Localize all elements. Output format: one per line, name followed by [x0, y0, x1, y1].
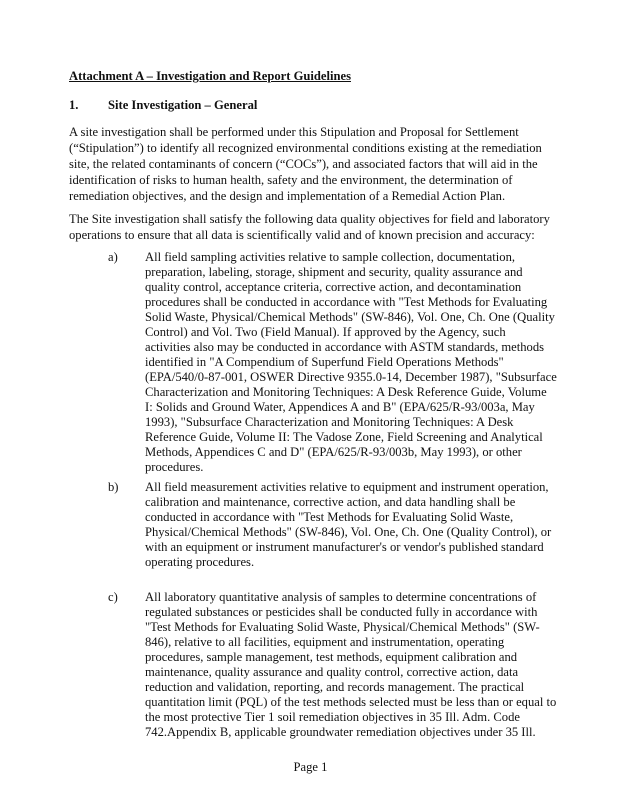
list-item-line: All laboratory quantitative analysis of samples to determine concentrations of	[145, 590, 537, 604]
list-item-line: Methods, Appendices C and D" (EPA/625/R-93/003b, May 1993), or other	[145, 445, 522, 459]
list-item-line: quality control, acceptance criteria, corrective action, and decontamination	[145, 280, 522, 294]
list-item-line: the most protective Tier 1 soil remediation objectives in 35 Ill. Adm. Code	[145, 710, 520, 724]
list-item-line: 846), relative to all facilities, equipment and instrumentation, operating	[145, 635, 505, 649]
paragraph-line: (“Stipulation”) to identify all recognized environmental conditions existing at the remediation	[69, 141, 542, 155]
document-title: Attachment A – Investigation and Report Guidelines	[69, 69, 351, 83]
list-item-line: 1993), "Subsurface Characterization and Monitoring Techniques: A Desk	[145, 415, 514, 429]
list-item-line: Solid Waste, Physical/Chemical Methods" (SW-846), Vol. One, Ch. One (Quality	[145, 310, 555, 324]
list-item-label: b)	[108, 480, 119, 494]
paragraph-line: identification of risks to human health, safety and the environment, the determination of	[69, 173, 513, 187]
list-item-line: identified in "A Compendium of Superfund Field Operations Methods"	[145, 355, 504, 369]
paragraph-line: remediation objectives, and the design and implementation of a Remedial Action Plan.	[69, 189, 506, 203]
list-item-line: Control) and Vol. Two (Field Manual). If approved by the Agency, such	[145, 325, 506, 339]
list-item-line: "Test Methods for Evaluating Solid Waste, Physical/Chemical Methods" (SW-	[145, 620, 540, 634]
list-item-line: procedures shall be conducted in accordance with "Test Methods for Evaluating	[145, 295, 548, 309]
section-heading: Site Investigation – General	[108, 98, 258, 112]
paragraph-line: The Site investigation shall satisfy the following data quality objectives for field and laboratory	[69, 212, 550, 226]
list-item-line: reduction and validation, reporting, and records management. The practical	[145, 680, 525, 694]
list-item-line: Physical/Chemical Methods" (SW-846), Vol. One, Ch. One (Quality Control), or	[145, 525, 552, 539]
paragraph-line: site, the related contaminants of concern (“COCs”), and associated factors that will aid in the	[69, 157, 538, 171]
list-item-label: a)	[108, 250, 118, 264]
list-item-line: activities also may be conducted in accordance with ASTM standards, methods	[145, 340, 545, 354]
list-item-line: 742.Appendix B, applicable groundwater remediation objectives under 35 Ill.	[145, 725, 536, 739]
list-item-line: with an equipment or instrument manufacturer's or vendor's published standard	[145, 540, 544, 554]
list-item-line: All field measurement activities relative to equipment and instrument operation,	[145, 480, 549, 494]
list-item-line: procedures, sample management, test methods, equipment calibration and	[145, 650, 518, 664]
list-item-line: Characterization and Monitoring Techniques: A Desk Reference Guide, Volume	[145, 385, 547, 399]
page-number: Page 1	[293, 760, 328, 774]
list-item-line: quantitation limit (PQL) of the test methods selected must be less than or equal to	[145, 695, 557, 709]
list-item-line: Reference Guide, Volume II: The Vadose Zone, Field Screening and Analytical	[145, 430, 543, 444]
list-item-line: calibration and maintenance, corrective action, and data handling shall be	[145, 495, 516, 509]
section-number: 1.	[69, 98, 79, 112]
list-item-line: regulated substances or pesticides shall be conducted fully in accordance with	[145, 605, 538, 619]
list-item-line: procedures.	[145, 460, 204, 474]
paragraph-line: A site investigation shall be performed under this Stipulation and Proposal for Settlement	[69, 125, 519, 139]
list-item-line: preparation, labeling, storage, shipment and security, quality assurance and	[145, 265, 523, 279]
list-item-line: maintenance, quality assurance and quality control, corrective action, data	[145, 665, 519, 679]
list-item-line: conducted in accordance with "Test Methods for Evaluating Solid Waste,	[145, 510, 514, 524]
list-item-line: (EPA/540/0-87-001, OSWER Directive 9355.0-14, December 1987), "Subsurface	[145, 370, 557, 384]
list-item-label: c)	[108, 590, 118, 604]
list-item-line: All field sampling activities relative to sample collection, documentation,	[145, 250, 516, 264]
paragraph-line: operations to ensure that all data is scientifically valid and of known precision and accuracy:	[69, 228, 535, 242]
list-item-line: operating procedures.	[145, 555, 255, 569]
list-item-line: I: Solids and Ground Water, Appendices A and B" (EPA/625/R-93/003a, May	[145, 400, 535, 414]
